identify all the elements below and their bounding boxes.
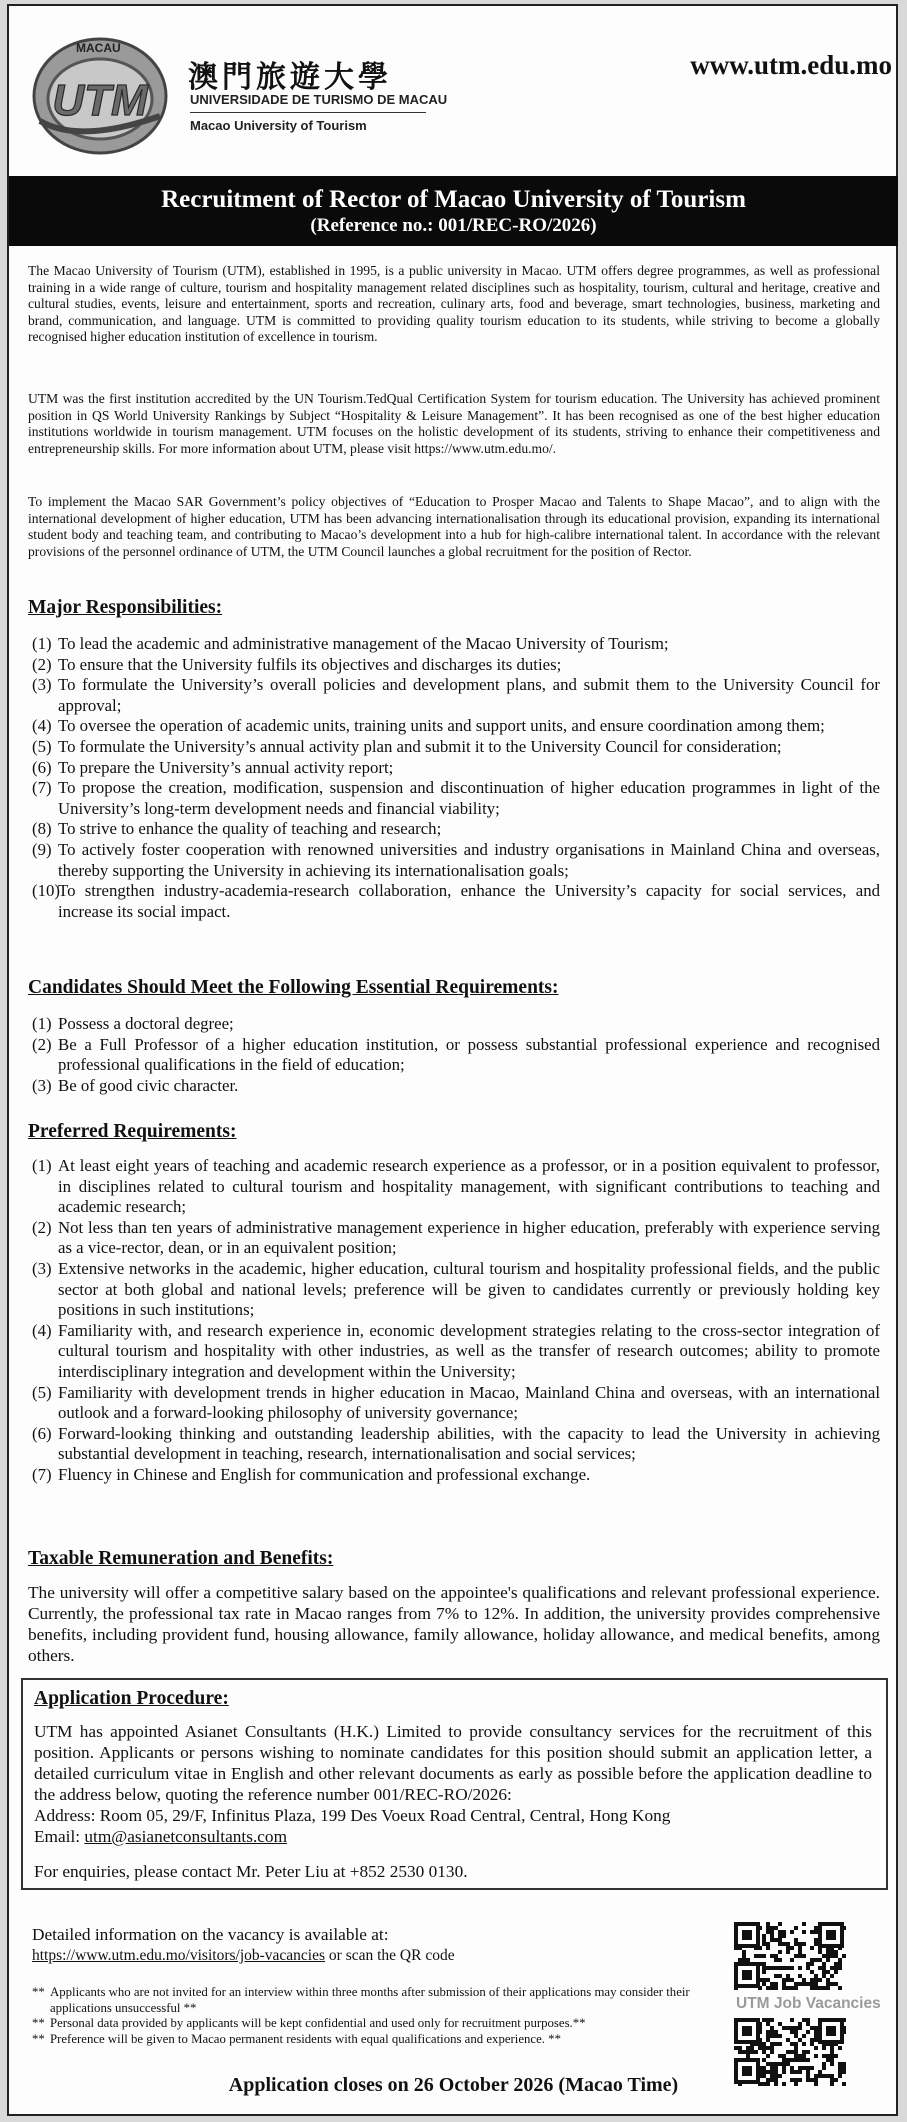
essential-list [28, 1014, 880, 1096]
list-item [28, 1424, 880, 1465]
footnote-text: Applicants who are not invited for an interview within three months after submission of their applications may consider their applications unsuccessful ** [50, 1985, 690, 2015]
list-item [28, 675, 880, 716]
email-label: Email: [34, 1827, 85, 1846]
intro-section [28, 263, 880, 346]
list-item-number: (4) [32, 1320, 52, 1340]
responsibilities-section [28, 597, 880, 619]
list-item-number: (3) [32, 1258, 52, 1278]
footnote [32, 2032, 714, 2048]
application-address: Address: Room 05, 29/F, Infinitus Plaza, 199 Des Voeux Road Central, Central, Hong Kong [34, 1806, 671, 1825]
list-item [28, 655, 880, 676]
list-item [28, 634, 880, 655]
list-item [28, 840, 880, 881]
website-url[interactable]: www.utm.edu.mo [690, 50, 892, 80]
list-item-text: Possess a doctoral degree; [58, 1014, 234, 1033]
list-item [28, 1383, 880, 1424]
footnote [32, 2016, 714, 2032]
list-item-text: To formulate the University’s overall policies and development plans, and submit them to the University Council for approval; [58, 675, 880, 715]
list-item-text: Extensive networks in the academic, higher education, cultural tourism and hospitality professional fields, and the public sector at both global and national levels; preference will be given to candidates currently or previously holding key positions in such institutions; [58, 1258, 880, 1320]
list-item-text: To lead the academic and administrative management of the Macao University of Tourism; [58, 634, 669, 653]
vacancy-line: Detailed information on the vacancy is available at: [32, 1925, 389, 1944]
list-item-text: To strive to enhance the quality of teaching and research; [58, 819, 442, 839]
application-text-wrap [34, 1721, 872, 1882]
application-text: UTM has appointed Asianet Consultants (H.K.) Limited to provide consultancy services for the recruitment of this position. Applicants or persons wishing to nominate candidates for this position should submit an application letter, a detailed curriculum vitae in English and other relevant documents as early as possible before the application deadline to the address below, quoting the reference number 001/REC-RO/2026: [34, 1722, 872, 1804]
footnotes [32, 1985, 714, 2047]
footnote-mark: ** [32, 2016, 45, 2031]
vacancy-url[interactable]: https://www.utm.edu.mo/visitors/job-vacancies [32, 1947, 326, 1964]
remuneration-text-wrap [28, 1582, 880, 1666]
list-item-text: Forward-looking thinking and outstanding leadership abilities, with the capacity to lead the University in achieving substantial development in teaching, research, internationalisation and social services; [58, 1423, 880, 1464]
intro-section [28, 391, 880, 457]
list-item-text: Be a Full Professor of a higher education institution, or possess substantial professional experience and recognised professional qualifications in the field of education; [58, 1034, 880, 1075]
responsibilities-list [28, 634, 880, 922]
logo-text: UTM [52, 76, 148, 125]
list-item-number: (5) [32, 736, 52, 756]
essential-list-wrap [28, 1014, 880, 1096]
list-item [28, 1321, 880, 1383]
list-item-text: Familiarity with, and research experience in, economic development strategies relating to the cross-sector integration of cultural tourism and hospitality with other industries, as well as the transfer of research outcomes; ability to promote interdisciplinary integration and development within the University; [58, 1320, 880, 1381]
list-item-text: At least eight years of teaching and academic research experience as a professor, or in a position equivalent to professor, in disciplines related to cultural tourism and hospitality management, with significant contributions to teaching and academic research; [58, 1156, 880, 1217]
list-item-number: (4) [32, 716, 52, 736]
list-item-number: (5) [32, 1382, 52, 1402]
footnote-mark: ** [32, 2031, 45, 2046]
list-item-number: (7) [32, 778, 52, 798]
list-item [28, 881, 880, 922]
list-item-text: Familiarity with development trends in higher education in Macao, Mainland China and overseas, with an international outlook and a forward-looking philosophy of university governance; [58, 1382, 880, 1423]
preferred-list-wrap [28, 1156, 880, 1486]
list-item-number: (6) [32, 757, 52, 777]
application-section [34, 1688, 872, 1710]
section-heading: Preferred Requirements: [28, 1121, 237, 1142]
recruitment-title: Recruitment of Rector of Macao University of Tourism [161, 186, 746, 213]
intro-paragraph: The Macao University of Tourism (UTM), established in 1995, is a public university in Macao. UTM offers degree programmes, as well as professional training in a wide range of culture, tourism and hospitality management related disciplines such as hospitality, tourism, cultural and heritage, creative and cultural studies, events, leisure and entertainment, sports and recreation, culinary arts, food and beverage, smart technologies, business, marketing and brand, communication, and language. UTM is committed to providing quality tourism education to its students, while striving to become a globally recognised higher education institution of excellence in tourism. [28, 263, 880, 345]
qr-label: UTM Job Vacancies [736, 1995, 881, 2012]
vacancy-url-suffix: or scan the QR code [325, 1947, 455, 1964]
list-item-text: To prepare the University’s annual activity report; [58, 757, 394, 777]
list-item-number: (2) [32, 1217, 52, 1237]
list-item [28, 758, 880, 779]
list-item-text: To actively foster cooperation with renowned universities and industry organisations in Mainland China and overseas, thereby supporting the University in achieving its internationalisation goals; [58, 839, 880, 880]
footnote-text: Personal data provided by applicants will be kept confidential and used only for recruitment purposes.** [50, 2016, 586, 2031]
list-item-number: (1) [32, 1156, 52, 1175]
header-divider [190, 112, 426, 113]
section-heading: Major Responsibilities: [28, 597, 223, 618]
reference-number: (Reference no.: 001/REC-RO/2026) [310, 215, 597, 236]
list-item [28, 819, 880, 840]
intro-paragraph: UTM was the first institution accredited by the UN Tourism.TedQual Certification System for tourism education. The University has achieved prominent position in QS World University Rankings by Subject “Hospitality & Leisure Management”. It has been recognised as one of the best higher education institutions worldwide in tourism management. UTM focuses on the holistic development of its students, striving to enhance their competitiveness and entrepreneurship skills. For more information about UTM, please visit https://www.utm.edu.mo/. [28, 391, 880, 456]
list-item-text: Not less than ten years of administrative management experience in higher education, preferably with experience serving as a vice-rector, dean, or in an equivalent position; [58, 1217, 880, 1258]
application-deadline: Application closes on 26 October 2026 (Macao Time) [228, 2074, 679, 2096]
list-item [28, 1259, 880, 1321]
list-item-number: (2) [32, 654, 52, 674]
qr-code-top[interactable] [734, 1922, 846, 1990]
list-item-text: Fluency in Chinese and English for communication and professional exchange. [58, 1464, 591, 1484]
list-item [28, 1156, 880, 1218]
list-item-number: (7) [32, 1464, 52, 1484]
section-heading: Application Procedure: [34, 1688, 229, 1709]
footnote [32, 1985, 714, 2016]
list-item [28, 778, 880, 819]
intro-paragraph: To implement the Macao SAR Government’s policy objectives of “Education to Prosper Macao and Talents to Shape Macao”, and to align with the international development of higher education, UTM has been advancing internationalisation through its educational provision, expanding its international student body and teaching team, and contributing to Macao’s development into a hub for high-calibre international talent. In accordance with the relevant provisions of the personnel ordinance of UTM, the UTM Council launches a global recruitment for the position of Rector. [28, 494, 880, 559]
intro-section [28, 494, 880, 560]
list-item-number: (3) [32, 1075, 52, 1095]
list-item-text: To propose the creation, modification, suspension and discontinuation of higher education programmes in light of the University’s long-term development needs and financial viability; [58, 778, 880, 818]
list-item-text: To strengthen industry-academia-research collaboration, enhance the University’s capacity for social services, and increase its social impact. [58, 881, 880, 921]
vacancy-info [32, 1924, 722, 1966]
footnote-text: Preference will be given to Macao permanent residents with equal qualifications and experience. ** [50, 2031, 561, 2046]
list-item [28, 1465, 880, 1486]
remuneration-section [28, 1548, 880, 1570]
preferred-section [28, 1121, 880, 1143]
list-item-number: (8) [32, 819, 52, 839]
vacancy-url-line [32, 1945, 722, 1966]
section-heading: Candidates Should Meet the Following Essential Requirements: [28, 977, 559, 998]
list-item-text: To ensure that the University fulfils its objectives and discharges its duties; [58, 654, 562, 674]
list-item [28, 1076, 880, 1097]
list-item [28, 1218, 880, 1259]
list-item-number: (6) [32, 1423, 52, 1443]
list-item-text: To formulate the University’s annual activity plan and submit it to the University Council for consideration; [58, 736, 782, 756]
logo-ring-text: MACAU [76, 41, 121, 55]
list-item-number: (9) [32, 839, 52, 859]
remuneration-text: The university will offer a competitive salary based on the appointee's qualifications and relevant professional experience. Currently, the professional tax rate in Macao ranges from 7% to 12%. In addition, the university provides comprehensive benefits, including provident fund, housing allowance, family allowance, holiday allowance, and medical benefits, among others. [28, 1583, 880, 1665]
responsibilities-list-wrap [28, 634, 880, 922]
list-item-text: To oversee the operation of academic units, training units and support units, and ensure coordination among them; [58, 716, 825, 736]
list-item [28, 716, 880, 737]
title-banner [9, 176, 898, 246]
utm-logo [20, 26, 192, 166]
list-item-number: (2) [32, 1034, 52, 1054]
portuguese-name: UNIVERSIDADE DE TURISMO DE MACAU [190, 92, 448, 107]
preferred-list [28, 1156, 880, 1486]
list-item-number: (1) [32, 1014, 52, 1033]
enquiries-text: For enquiries, please contact Mr. Peter Liu at +852 2530 0130. [34, 1862, 468, 1881]
section-heading: Taxable Remuneration and Benefits: [28, 1548, 334, 1569]
list-item [28, 737, 880, 758]
list-item [28, 1035, 880, 1076]
chinese-name: 澳門旅遊大學 [188, 60, 392, 95]
header [20, 26, 892, 166]
essential-section [28, 977, 880, 999]
list-item-number: (3) [32, 675, 52, 695]
list-item-text: Be of good civic character. [58, 1075, 239, 1095]
list-item-number: (1) [32, 634, 52, 653]
list-item-number: (10) [32, 881, 60, 901]
email-link[interactable]: utm@asianetconsultants.com [84, 1827, 288, 1846]
application-email-line [34, 1826, 872, 1847]
english-name: Macao University of Tourism [190, 118, 367, 133]
list-item [28, 1014, 880, 1035]
footnote-mark: ** [32, 1985, 45, 1999]
